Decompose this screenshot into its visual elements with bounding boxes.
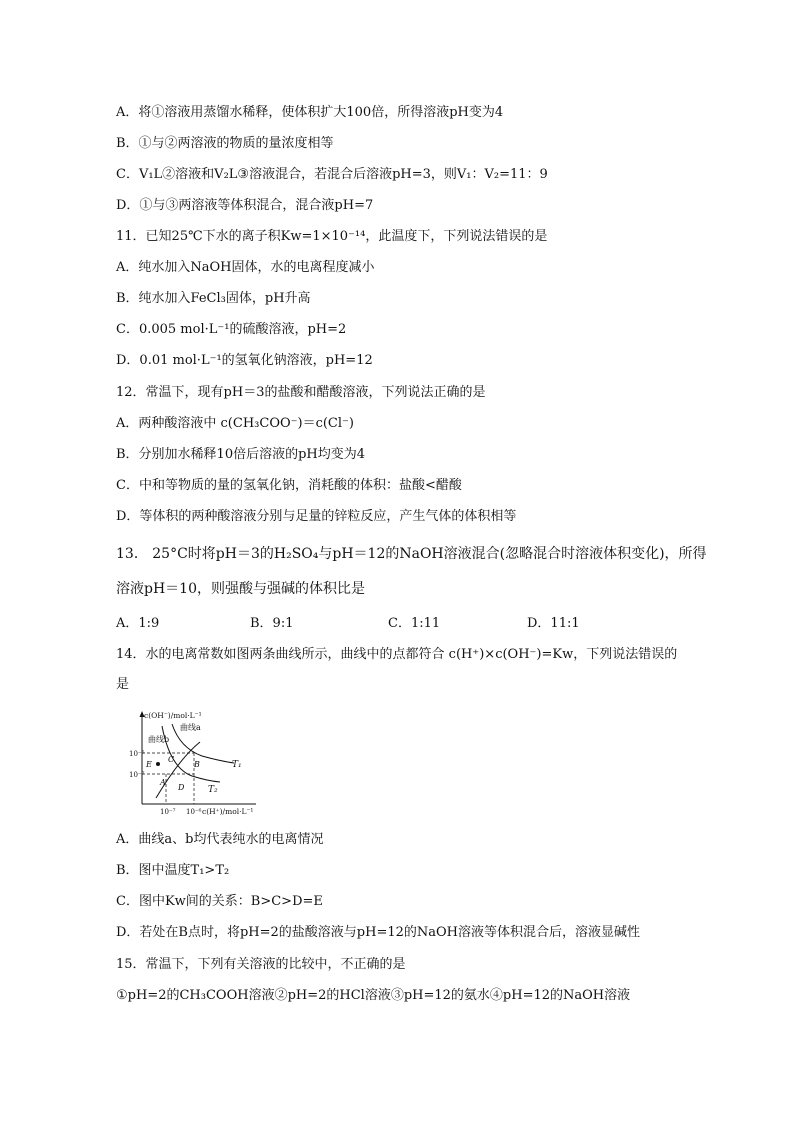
q12-stem: 12．常温下，现有pH＝3的盐酸和醋酸溶液，下列说法正确的是 xyxy=(116,385,486,400)
q12-option-c: C．中和等物质的量的氢氧化钠，消耗酸的体积：盐酸<醋酸 xyxy=(116,478,462,493)
point-d-label: D xyxy=(178,783,185,792)
q14-stem-line2: 是 xyxy=(116,677,130,692)
q15-stem: 15．常温下，下列有关溶液的比较中，不正确的是 xyxy=(116,957,406,972)
q11-option-d: D．0.01 mol·L⁻¹的氢氧化钠溶液，pH=12 xyxy=(116,353,373,368)
q13-option-c: C．1:11 xyxy=(388,616,441,631)
point-c-label: C xyxy=(168,755,175,764)
q11-stem: 11．已知25℃下水的离子积Kw=1×10⁻¹⁴，此温度下，下列说法错误的是 xyxy=(116,229,548,244)
q13-option-b: B．9:1 xyxy=(250,616,294,631)
q13-option-d: D．11:1 xyxy=(527,616,580,631)
curve-a-label: 曲线a xyxy=(180,723,201,732)
t2-label: T₂ xyxy=(208,785,218,795)
q10-option-d: D．①与③两溶液等体积混合，混合液pH=7 xyxy=(116,198,374,213)
y-tick-lo: 10⁻⁷ xyxy=(129,771,145,779)
x-tick-lo: 10⁻⁷ xyxy=(160,808,176,816)
curve-t2 xyxy=(162,726,220,782)
q13-stem-line1: 13． 25°C时将pH＝3的H₂SO₄与pH＝12的NaOH溶液混合(忽略混合时溶液体积变化)，所得 xyxy=(116,546,707,562)
q11-option-b: B．纯水加入FeCl₃固体，pH升高 xyxy=(116,291,311,306)
q10-option-b: B．①与②两溶液的物质的量浓度相等 xyxy=(116,136,334,151)
q14-option-a: A．曲线a、b均代表纯水的电离情况 xyxy=(116,832,324,847)
q12-option-b: B．分别加水稀释10倍后溶液的pH均变为4 xyxy=(116,447,366,462)
point-e-label: E xyxy=(146,760,152,769)
q13-stem-line2: 溶液pH＝10，则强酸与强碱的体积比是 xyxy=(116,581,365,597)
y-axis-label: c(OH⁻)/mol·L⁻¹ xyxy=(144,711,202,720)
x-axis-label: c(H⁺)/mol·L⁻¹ xyxy=(202,807,254,816)
t1-label: T₁ xyxy=(232,760,242,770)
y-tick-hi: 10⁻⁶ xyxy=(129,750,145,758)
q14-option-d: D．若处在B点时，将pH=2的盐酸溶液与pH=12的NaOH溶液等体积混合后，溶液显碱性 xyxy=(116,925,641,940)
point-a-label: A xyxy=(160,778,166,787)
q14-stem-line1: 14．水的电离常数如图两条曲线所示，曲线中的点都符合 c(H⁺)×c(OH⁻)=Kw，下列说法错误的 xyxy=(116,647,678,662)
q14-option-c: C．图中Kw间的关系：B>C>D=E xyxy=(116,894,323,909)
q10-option-c: C．V₁L②溶液和V₂L③溶液混合，若混合后溶液pH=3，则V₁：V₂=11：9 xyxy=(116,167,548,182)
q11-option-a: A．纯水加入NaOH固体，水的电离程度减小 xyxy=(116,260,375,275)
point-b-label: B xyxy=(194,760,200,769)
q12-option-d: D．等体积的两种酸溶液分别与足量的锌粒反应，产生气体的体积相等 xyxy=(116,509,517,524)
x-tick-hi: 10⁻⁶ xyxy=(186,808,202,816)
q14-option-b: B．图中温度T₁>T₂ xyxy=(116,863,230,878)
curve-b-label: 曲线b xyxy=(148,735,170,744)
q13-option-a: A．1:9 xyxy=(116,616,160,631)
water-ionization-figure xyxy=(128,708,268,818)
q12-option-a: A．两种酸溶液中 c(CH₃COO⁻)＝c(Cl⁻) xyxy=(116,416,354,431)
q11-option-c: C．0.005 mol·L⁻¹的硫酸溶液，pH=2 xyxy=(116,322,347,337)
q15-solution-list: ①pH=2的CH₃COOH溶液②pH=2的HCl溶液③pH=12的氨水④pH=12的NaOH溶液 xyxy=(116,988,631,1003)
q10-option-a: A．将①溶液用蒸馏水稀释，使体积扩大100倍，所得溶液pH变为4 xyxy=(116,105,504,120)
point-e-dot xyxy=(156,762,160,766)
